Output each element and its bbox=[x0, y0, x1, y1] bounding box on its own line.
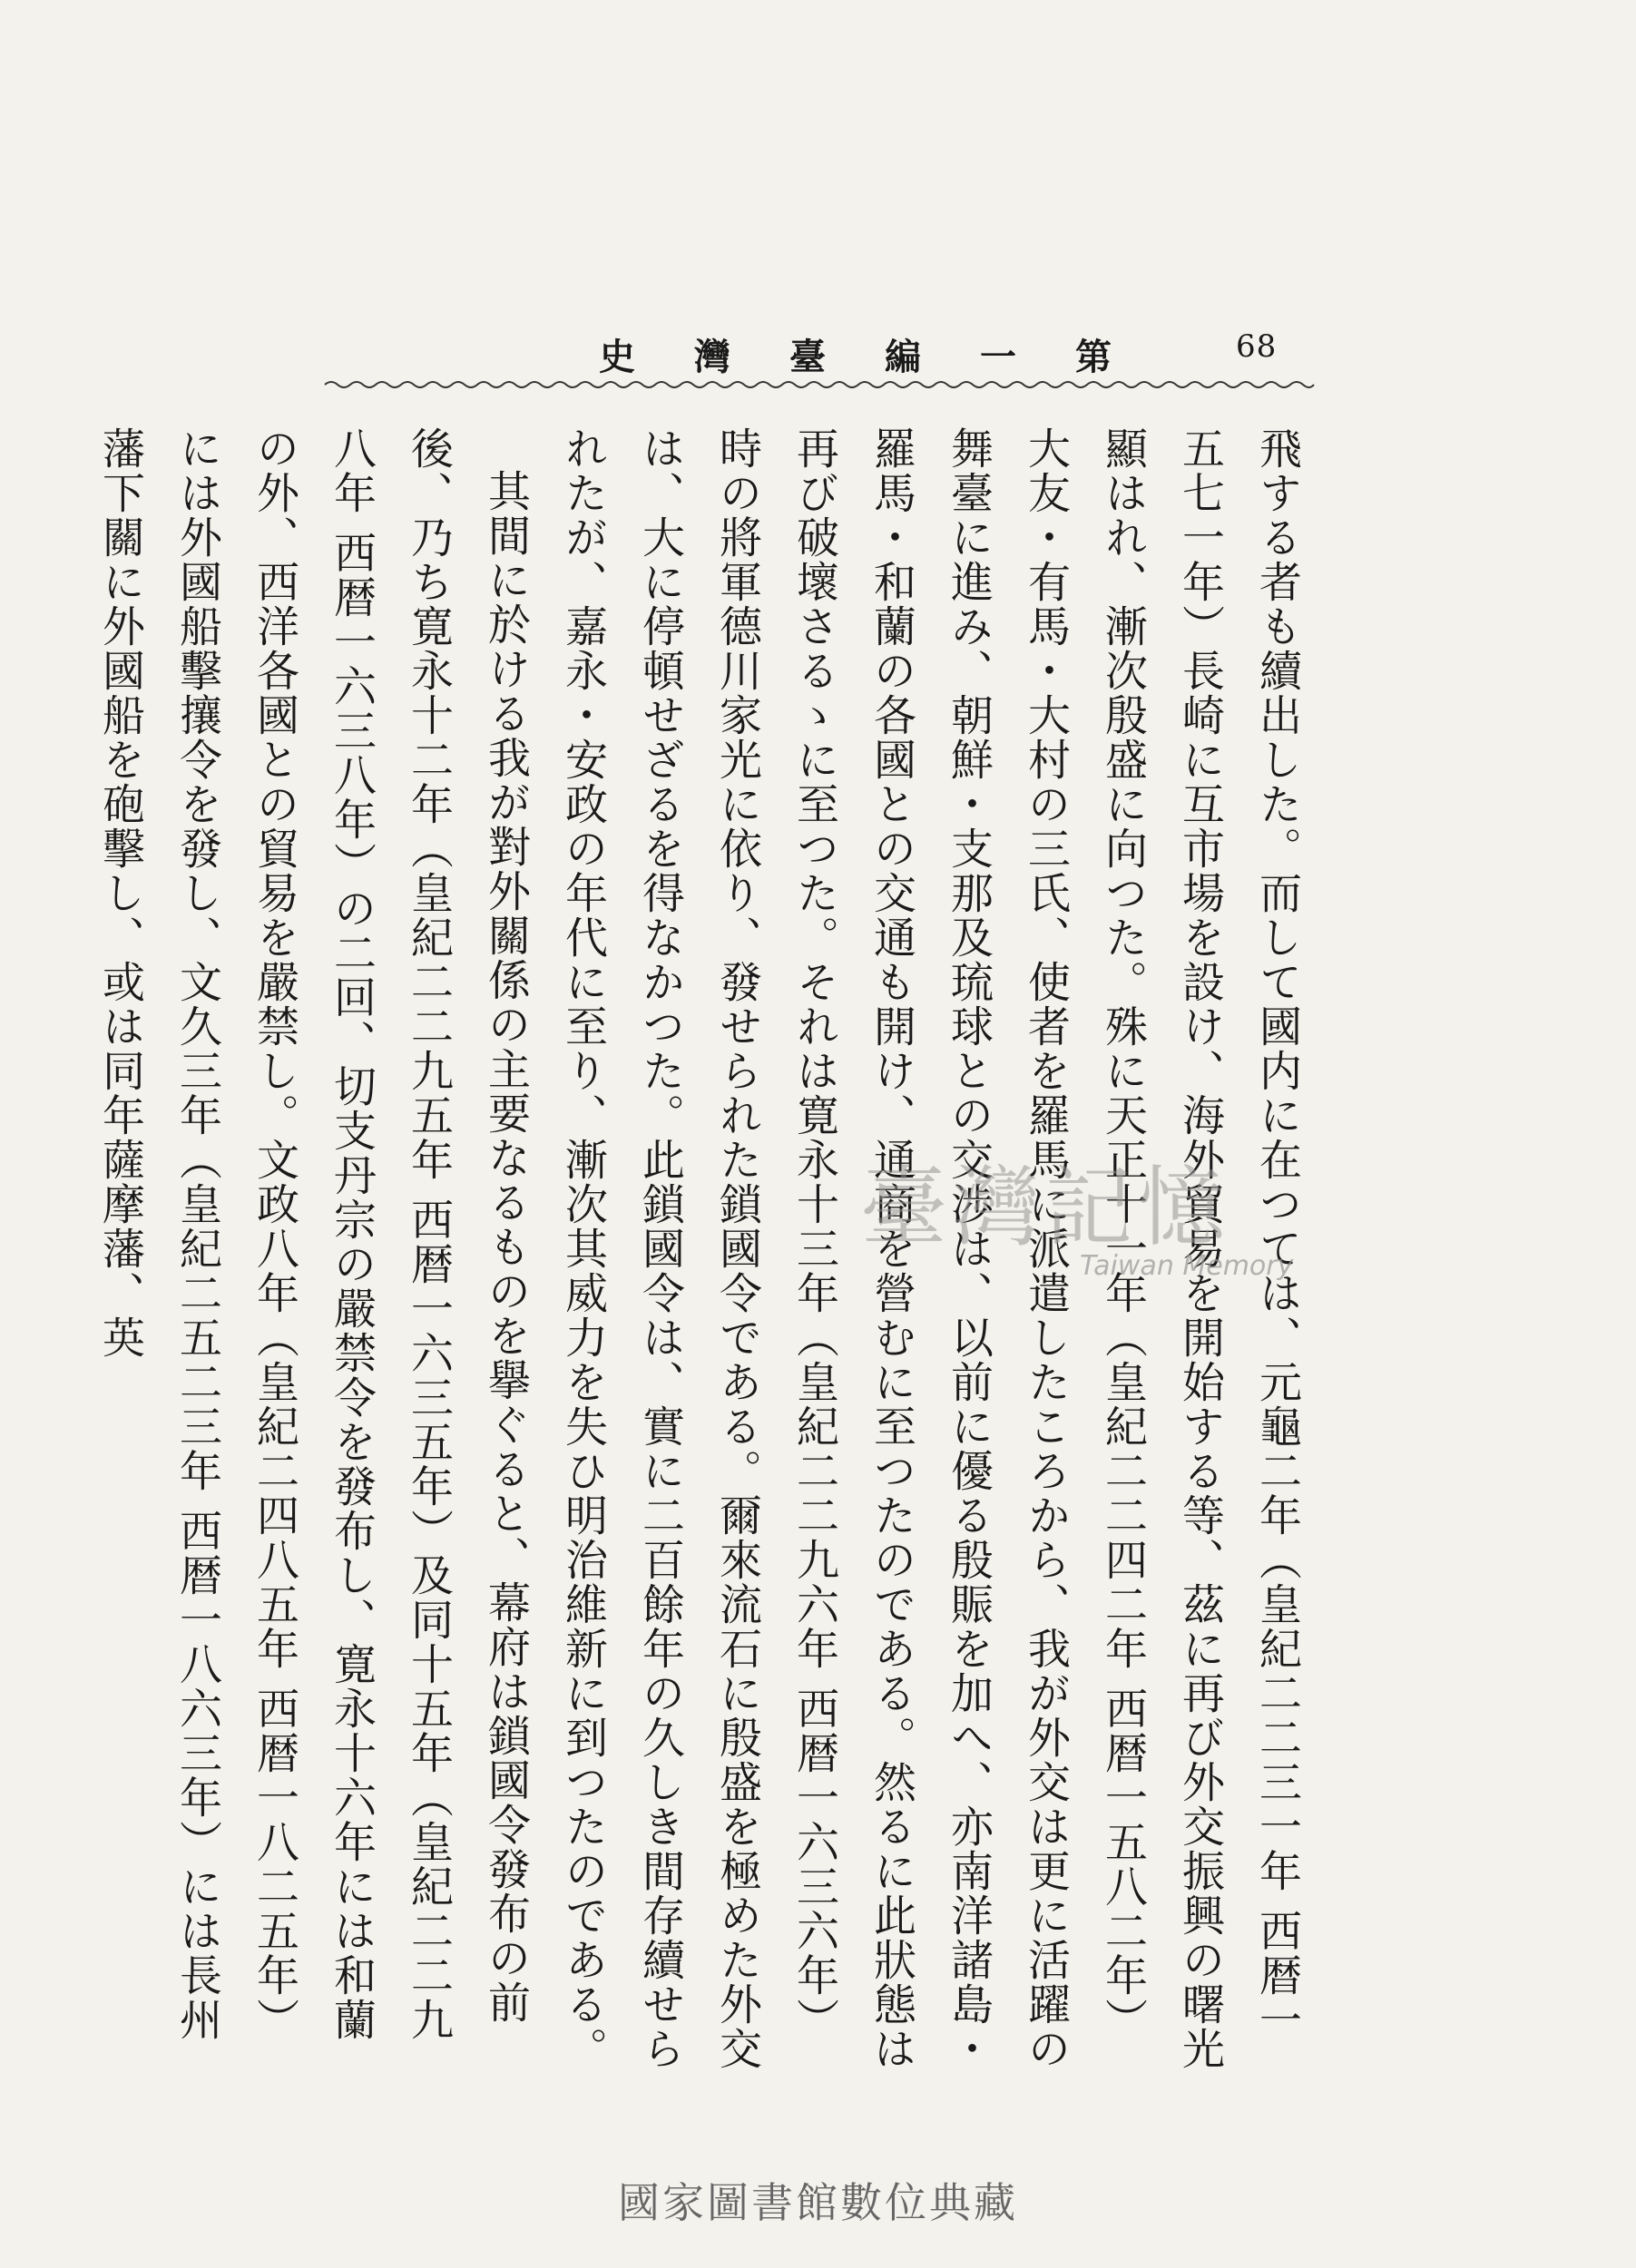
watermark-subtext: Taiwan Memory bbox=[1080, 1250, 1294, 1282]
running-head-char: 史 bbox=[599, 336, 635, 378]
running-head-char: 臺 bbox=[789, 336, 826, 378]
watermark-logo: 臺灣記憶 bbox=[860, 1157, 1230, 1258]
header-wavy-rule bbox=[325, 379, 1314, 390]
running-head-char: 第 bbox=[1075, 336, 1112, 378]
running-head bbox=[599, 328, 1112, 380]
paragraph: 飛する者も續出した。而して國内に在つては、元龜二年（皇紀二二三一年 西暦一五七一年）長崎に互市場を設け、海外貿易を開始する等、茲に再び外交振興の曙光顯はれ、漸次殷盛に向つた。殊に天正十一年（皇紀二二四二年 西暦一五八二年）大友・有馬・大村の三氏、使者を羅馬に派遣したころから、我が外交は更に活躍の舞臺に進み、朝鮮・支那及琉球との交渉は、以前に優る殷賑を加へ、亦南洋諸島・羅馬・和蘭の各國との交通も開け、通商を營むに至つたのである。然るに此狀態は再び破壞さるゝに至つた。それは寛永十三年（皇紀二二九六年 西暦一六三六年）時の將軍德川家光に依り、發せられた鎖國令である。爾來流石に殷盛を極めた外交は、大に停頓せざるを得なかつた。此鎖國令は、實に二百餘年の久しき間存續せられたが、嘉永・安政の年代に至り、漸次其威力を失ひ明治維新に到つたのである。 bbox=[558, 426, 1302, 2071]
running-head-char: 一 bbox=[980, 336, 1016, 378]
running-head-char: 編 bbox=[885, 336, 921, 378]
running-head-char: 灣 bbox=[694, 336, 730, 378]
page-number: 68 bbox=[1236, 328, 1278, 365]
paragraph: 其間に於ける我が對外關係の主要なるものを擧ぐると、幕府は鎖國令發布の前後、乃ち寛永十二年（皇紀二二九五年 西暦一六三五年）及同十五年（皇紀二二九八年 西暦一六三八年）の二回、切支丹宗の嚴禁令を發布し、寛永十六年には和蘭の外、西洋各國との貿易を嚴禁し。文政八年（皇紀二四八五年 西暦一八二五年）には外國船擊攘令を發し、文久三年（皇紀二五二三年 西暦一八六三年）には長州藩下關に外國船を砲擊し、或は同年薩摩藩、英 bbox=[95, 426, 531, 2042]
footer-credit: 國家圖書館數位典藏 bbox=[618, 2178, 1018, 2227]
